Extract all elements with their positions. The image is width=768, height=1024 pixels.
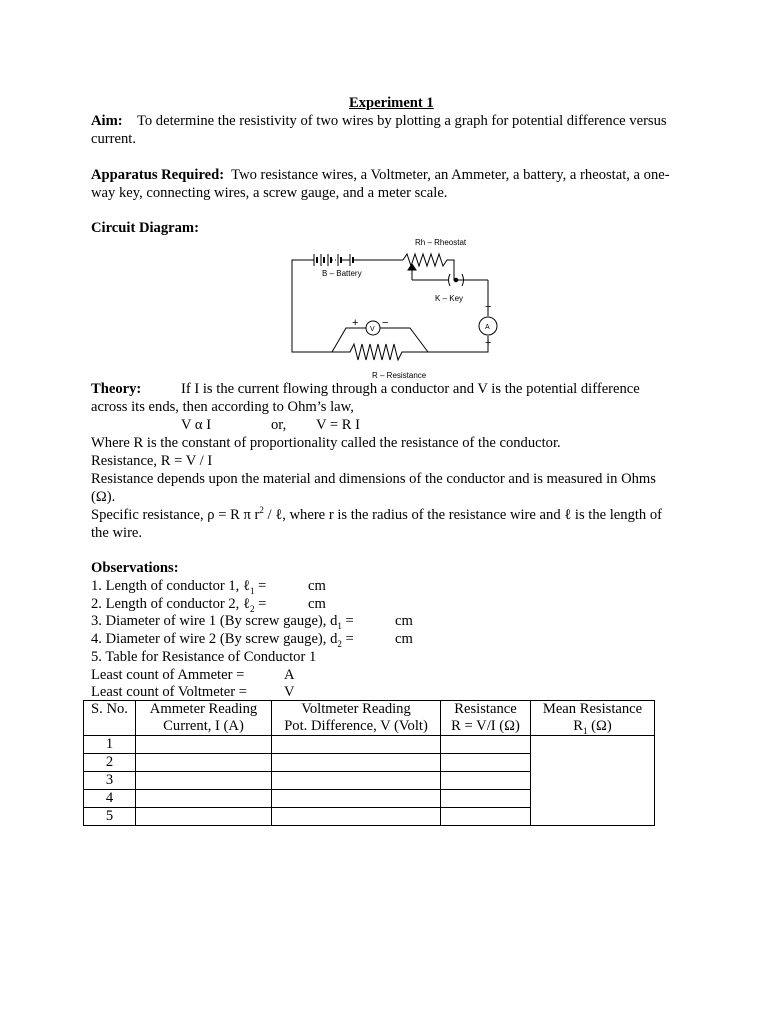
resistance-label: R – Resistance	[372, 371, 427, 378]
voltmeter-plus: +	[352, 317, 359, 329]
aim-line-1	[91, 112, 667, 130]
observation-1-unit: cm	[308, 578, 326, 594]
theory-text-1: If I is the current flowing through a conductor and V is the potential difference	[181, 381, 640, 397]
voltmeter-cell	[272, 754, 441, 772]
observation-3: 3. Diameter of wire 1 (By screw gauge), $d_1$ =	[91, 613, 354, 631]
resistivity-text-b: / ℓ, where r is the radius of the resistance wire and ℓ is the length of	[263, 507, 663, 523]
observation-1: 1. Length of conductor 1, ℓ$_1$ =	[91, 578, 267, 596]
voltmeter-minus: −	[382, 317, 389, 329]
observation-4: 4. Diameter of wire 2 (By screw gauge), $d_2$ =	[91, 631, 354, 649]
observation-4-unit: cm	[395, 631, 413, 647]
row-number: 4	[84, 790, 136, 808]
circuit-heading: Circuit Diagram:	[91, 220, 199, 236]
table-header-row	[84, 701, 655, 736]
voltmeter-symbol: V	[370, 326, 375, 333]
ammeter-cell	[136, 754, 272, 772]
resistance-cell	[441, 754, 531, 772]
theory-line-5: Resistance depends upon the material and dimensions of the conductor and is measured in Ohms	[91, 471, 656, 487]
observations-heading: Observations:	[91, 560, 179, 576]
resistor-icon	[332, 344, 428, 360]
ammeter-cell	[136, 790, 272, 808]
circuit-diagram	[288, 236, 508, 378]
row-number: 2	[84, 754, 136, 772]
ammeter-plus: +	[485, 337, 492, 349]
col-header-ammeter: Ammeter Reading Current, I (A)	[136, 701, 272, 736]
mean-resistance-cell	[531, 736, 655, 826]
col-header-mean-resistance: Mean Resistance $R_1$ (Ω)	[531, 701, 655, 736]
ohm-eq-law: V = R I	[316, 417, 361, 433]
table-row	[84, 736, 655, 754]
battery-label: B – Battery	[322, 269, 362, 278]
battery-icon	[310, 254, 403, 266]
apparatus-line-1	[91, 166, 670, 184]
theory-line-8: the wire.	[91, 525, 143, 541]
least-count-voltmeter-unit: V	[284, 684, 295, 700]
ammeter-symbol: A	[485, 324, 490, 331]
aim-line-2: current.	[91, 131, 136, 147]
circuit-wire-right	[428, 336, 488, 352]
least-count-ammeter-unit: A	[284, 667, 295, 683]
theory-line-1	[91, 380, 640, 398]
col-header-resistance: Resistance R = V/I (Ω)	[441, 701, 531, 736]
theory-line-7	[91, 506, 662, 524]
ohm-eq-proportional: V α I	[181, 417, 212, 433]
theory-line-6: (Ω).	[91, 489, 116, 505]
ohm-eq-or: or,	[271, 417, 287, 433]
rheostat-label: Rh – Rheostat	[415, 238, 467, 247]
page-title: Experiment 1	[349, 95, 434, 111]
voltmeter-cell	[272, 790, 441, 808]
resistance-cell	[441, 790, 531, 808]
row-number: 5	[84, 808, 136, 826]
theory-line-3: Where R is the constant of proportionality called the resistance of the conductor.	[91, 435, 561, 451]
apparatus-label: Apparatus Required:	[91, 167, 225, 183]
row-number: 1	[84, 736, 136, 754]
least-count-voltmeter: Least count of Voltmeter =	[91, 684, 248, 700]
theory-line-4: Resistance, R = V / I	[91, 453, 213, 469]
resistance-cell	[441, 736, 531, 754]
resistivity-text-a: Specific resistance, ρ = R π r	[91, 507, 260, 523]
voltmeter-cell	[272, 808, 441, 826]
ammeter-cell	[136, 736, 272, 754]
key-icon	[412, 274, 464, 286]
rheostat-icon	[403, 254, 488, 280]
col-header-sno: S. No.	[84, 701, 136, 736]
theory-line-2: across its ends, then according to Ohm’s law,	[91, 399, 354, 415]
observation-table	[83, 700, 655, 826]
ammeter-cell	[136, 808, 272, 826]
observation-3-unit: cm	[395, 613, 413, 629]
voltmeter-cell	[272, 736, 441, 754]
row-number: 3	[84, 772, 136, 790]
key-label: K – Key	[435, 294, 464, 303]
observation-2-unit: cm	[308, 596, 326, 612]
voltmeter-branch	[332, 321, 428, 352]
ammeter-minus: −	[485, 301, 492, 313]
aim-label: Aim:	[91, 113, 123, 129]
apparatus-text: Two resistance wires, a Voltmeter, an Ammeter, a battery, a rheostat, a one-	[231, 167, 670, 183]
observation-5: 5. Table for Resistance of Conductor 1	[91, 649, 317, 665]
resistivity-sup: 2	[259, 505, 264, 516]
resistance-cell	[441, 808, 531, 826]
apparatus-line-2: way key, connecting wires, a screw gauge, and a meter scale.	[91, 185, 448, 201]
resistance-cell	[441, 772, 531, 790]
voltmeter-cell	[272, 772, 441, 790]
col-header-voltmeter: Voltmeter Reading Pot. Difference, V (Volt)	[272, 701, 441, 736]
ammeter-cell	[136, 772, 272, 790]
observation-2: 2. Length of conductor 2, ℓ$_2$ =	[91, 596, 267, 614]
theory-label: Theory:	[91, 381, 142, 397]
least-count-ammeter: Least count of Ammeter =	[91, 667, 245, 683]
aim-text: To determine the resistivity of two wires by plotting a graph for potential difference versus	[136, 113, 667, 129]
